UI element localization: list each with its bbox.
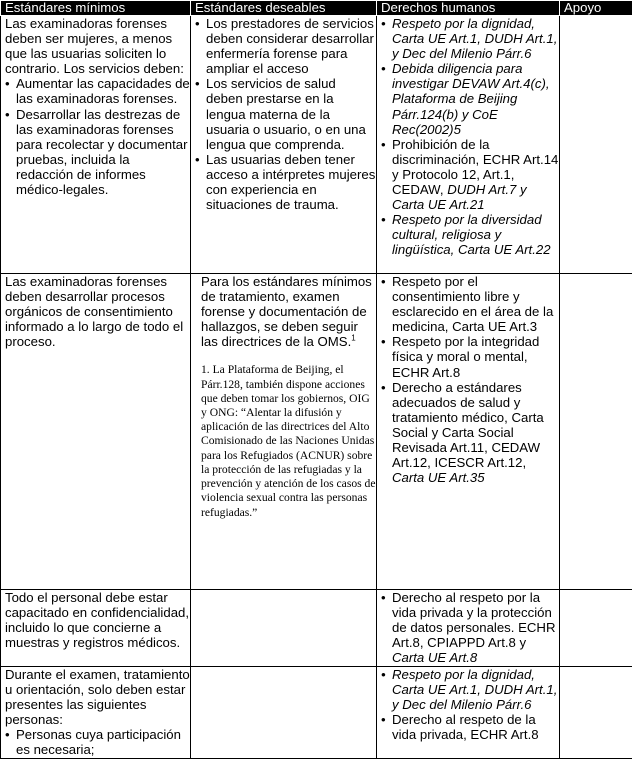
header-desirable-standards: Estándares deseables (191, 1, 377, 16)
rights-text-italic: Carta UE Art.35 (392, 470, 485, 486)
human-rights-cell (377, 667, 560, 759)
header-human-rights: Derechos humanos (377, 1, 560, 16)
list-item (392, 380, 559, 486)
support-cell (560, 667, 632, 759)
table-row (1, 16, 632, 274)
bullet-list (195, 16, 376, 212)
who-guidelines-text (201, 274, 376, 349)
cell-intro-text: Durante el examen, tratamiento u orientación, solo deben estar presentes las siguientes personas: (5, 667, 190, 728)
list-item: • Respeto por el consentimiento libre y esclarecido en el área de la medicina, Carta UE Art.3 (392, 274, 559, 334)
support-cell (560, 590, 632, 667)
bullet-list (381, 274, 559, 485)
human-rights-cell (377, 16, 560, 274)
rights-text: Prohibición de la discriminación, ECHR Art.14 y Protocolo 12, Art.1, CEDAW, (392, 136, 559, 198)
list-item: • Los prestadores de servicios deben considerar desarrollar enfermería forense para ampliar el acceso (206, 16, 376, 76)
list-item: • Respeto por la dignidad, Carta UE Art.1, DUDH Art.1, y Dec del Milenio Párr.6 (392, 16, 559, 61)
bullet-list (381, 667, 559, 742)
human-rights-cell (377, 590, 560, 667)
who-text: Para los estándares mínimos de tratamiento, examen forense y documentación de hallazgos, se deben seguir las directrices de la OMS. (201, 274, 372, 350)
rights-text-italic: DUDH Art.7 y Carta UE Art.21 (392, 182, 527, 213)
desirable-standards-cell (191, 274, 377, 590)
table-row (1, 590, 632, 667)
human-rights-cell (377, 274, 560, 590)
list-item: • Desarrollar las destrezas de las examinadoras forenses para recolectar y documentar pruebas, incluida la redacción de informes médico-legales. (16, 107, 190, 198)
table-row (1, 667, 632, 759)
list-item: • Respeto por la integridad física y moral o mental, ECHR Art.8 (392, 334, 559, 379)
minimum-standards-cell: Todo el personal debe estar capacitado en confidencialidad, incluido lo que concierne a muestras y registros médicos. (1, 590, 191, 667)
list-item: • Respeto por la dignidad, Carta UE Art.1, DUDH Art.1, y Dec del Milenio Párr.6 (392, 667, 559, 712)
minimum-standards-cell: Las examinadoras forenses deben desarrollar procesos orgánicos de consentimiento informado a lo largo de todo el proceso. (1, 274, 191, 590)
list-item (392, 137, 559, 212)
list-item: • Los servicios de salud deben prestarse en la lengua materna de la usuaria o usuario, o en una lengua que comprenda. (206, 76, 376, 151)
footnote-text: 1. La Plataforma de Beijing, el Párr.128, también dispone acciones que deben tomar los gobiernos, OIG y ONG: “Alentar la difusión y aplicación de las directrices del Alto Comisionado de las Naciones Unidas para los Refugiados (ACNUR) sobre la protección de las refugiadas y la prevención y atención de los casos de violencia sexual contra las personas refugiadas.” (201, 363, 376, 519)
support-cell (560, 274, 632, 590)
list-item: • Aumentar las capacidades de las examinadoras forenses. (16, 76, 190, 106)
footnote-ref: 1 (351, 333, 356, 343)
bullet-list (381, 590, 559, 665)
rights-text: Derecho a estándares adecuados de salud y tratamiento médico, Carta Social y Carta Social Revisada Art.11, CEDAW Art.12, ICESCR Art.12, (392, 379, 544, 471)
list-item: • Derecho al respeto de la vida privada, ECHR Art.8 (392, 712, 559, 742)
list-item (392, 590, 559, 665)
rights-text: Derecho al respeto por la vida privada y la protección de datos personales. ECHR Art.8, CPIAPPD Art.8 y (392, 590, 556, 651)
list-item: • Las usuarias deben tener acceso a intérpretes mujeres con experiencia en situaciones de trauma. (206, 152, 376, 212)
list-item: • Personas cuya participación es necesaria; (16, 727, 190, 757)
cell-intro-text: Las examinadoras forenses deben ser mujeres, a menos que las usuarias soliciten lo contrario. Los servicios deben: (5, 16, 184, 77)
bullet-list (5, 727, 190, 757)
rights-text-italic: Carta UE Art.8 (392, 650, 478, 666)
desirable-standards-cell (191, 16, 377, 274)
header-row (1, 1, 632, 16)
support-cell (560, 16, 632, 274)
list-item: • Debida diligencia para investigar DEVAW Art.4(c), Plataforma de Beijing Párr.124(b) y CoE Rec(2002)5 (392, 61, 559, 136)
list-item: • Respeto por la diversidad cultural, religiosa y lingüística, Carta UE Art.22 (392, 212, 559, 257)
minimum-standards-cell (1, 16, 191, 274)
desirable-standards-cell (191, 667, 377, 759)
header-support: Apoyo (560, 1, 632, 16)
bullet-list (381, 16, 559, 258)
bullet-list (5, 76, 190, 197)
table-row (1, 274, 632, 590)
desirable-standards-cell (191, 590, 377, 667)
header-minimum-standards: Estándares mínimos (1, 1, 191, 16)
minimum-standards-cell (1, 667, 191, 759)
